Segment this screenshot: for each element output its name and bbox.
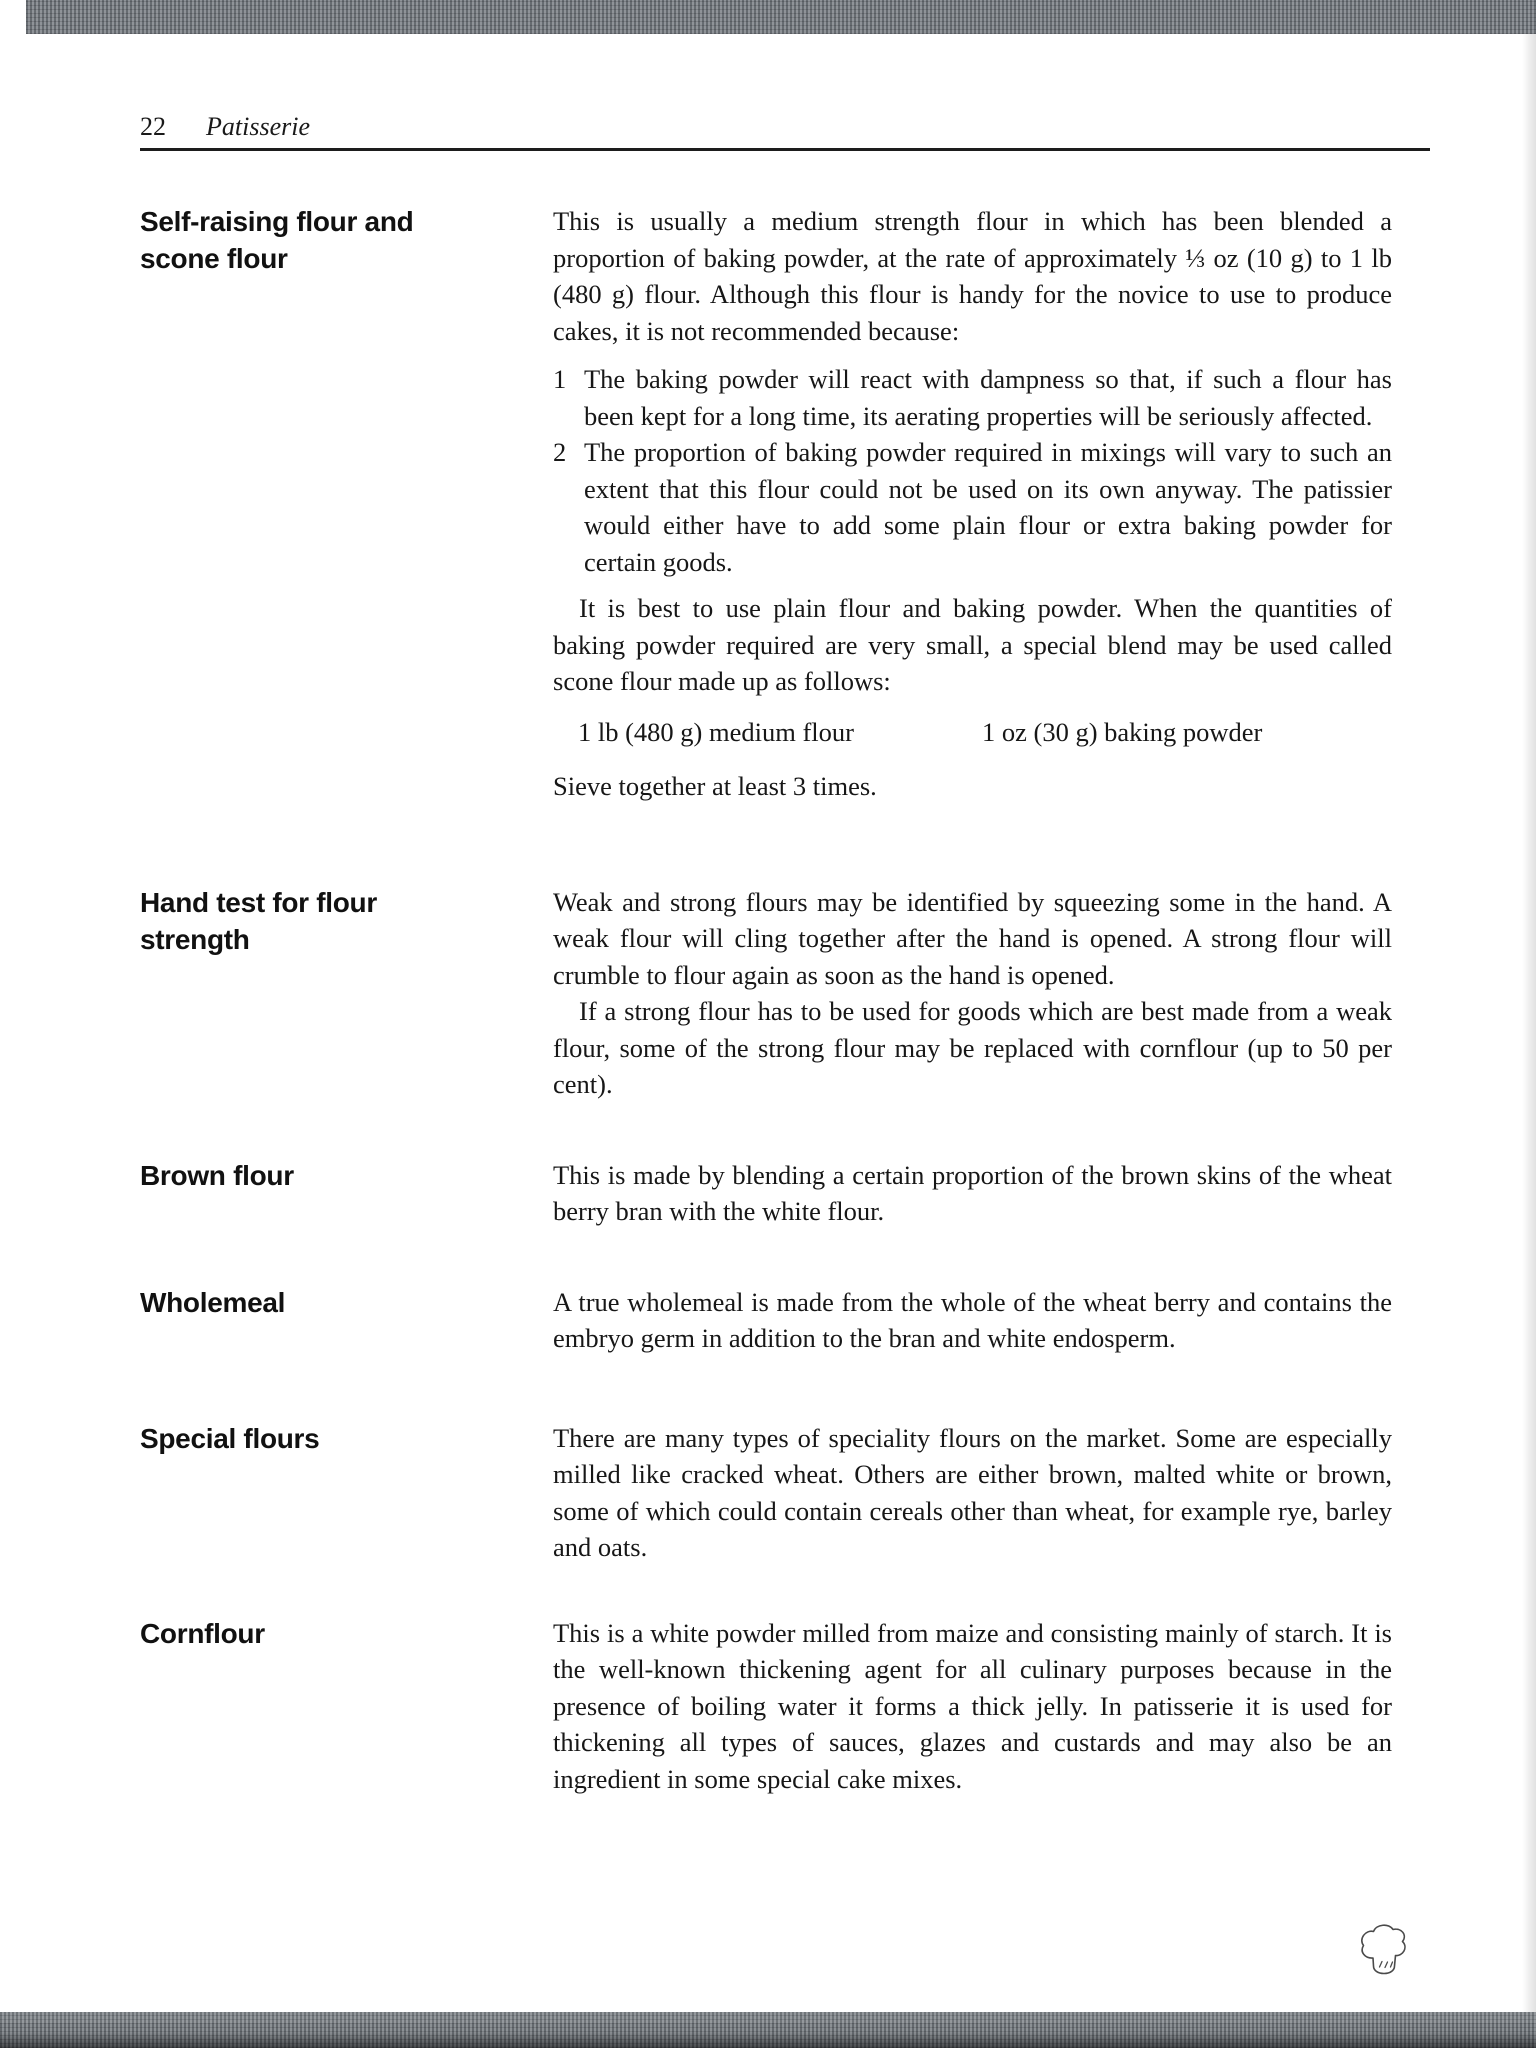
section-heading: Hand test for flour strength <box>140 886 377 955</box>
section-body <box>553 1284 1392 1357</box>
list-item-number: 2 <box>553 437 567 467</box>
scan-edge-band-top <box>26 0 1536 34</box>
scan-edge-band-bottom <box>0 2012 1536 2048</box>
section-heading: Self-raising flour and scone flour <box>140 206 414 274</box>
body-paragraph: There are many types of speciality flours on the market. Some are especially milled like cracked wheat. Others are either brown, malted white or brown, some of which could contain cereals other than wheat, for example rye, barley and oats. <box>553 1422 1392 1562</box>
running-head <box>140 34 1430 142</box>
list-item-text: The baking powder will react with dampness so that, if such a flour has been kept for a long time, its aerating properties will be seriously affected. <box>584 364 1392 431</box>
section-wholemeal <box>140 1284 1430 1357</box>
list-item <box>553 361 1392 434</box>
section-body <box>553 203 1392 805</box>
body-paragraph: This is made by blending a certain proportion of the brown skins of the wheat berry bran with the white flour. <box>553 1159 1392 1226</box>
section-hand-test-for-flour-strength <box>140 884 1430 1103</box>
list-item-number: 1 <box>553 364 567 394</box>
body-paragraph: This is usually a medium strength flour in which has been blended a proportion of baking powder, at the rate of approximately ⅓ oz (10 g) to 1 lb (480 g) flour. Although this flour is handy for the novice to use to produce cakes, it is not recommended because: <box>553 206 1392 346</box>
section-heading: Special flours <box>140 1422 320 1454</box>
section-body <box>553 884 1392 1103</box>
header-rule <box>140 148 1430 151</box>
page-edge-shade <box>1522 34 1536 2012</box>
page-content <box>140 34 1430 1851</box>
body-paragraph: It is best to use plain flour and baking powder. When the quantities of baking powder required are very small, a special blend may be used called scone flour made up as follows: <box>553 593 1392 696</box>
body-paragraph: This is a white powder milled from maize and consisting mainly of starch. It is the well-known thickening agent for all culinary purposes because in the presence of boiling water it forms a thick jelly. In patisserie it is used for thickening all types of sauces, glazes and custards and may also be an ingredient in some special cake mixes. <box>553 1617 1392 1794</box>
section-heading: Brown flour <box>140 1159 294 1191</box>
section-body <box>553 1420 1392 1566</box>
page-number: 22 <box>140 112 166 141</box>
body-paragraph: If a strong flour has to be used for goods which are best made from a weak flour, some of the strong flour may be replaced with cornflour (up to 50 per cent). <box>553 996 1392 1099</box>
recipe-row <box>553 714 1392 751</box>
section-body <box>553 1157 1392 1230</box>
body-paragraph: Sieve together at least 3 times. <box>553 771 877 801</box>
section-heading: Wholemeal <box>140 1286 286 1318</box>
sections-container <box>140 203 1430 1797</box>
section-brown-flour <box>140 1157 1430 1230</box>
section-heading: Cornflour <box>140 1617 265 1649</box>
body-paragraph: A true wholemeal is made from the whole of the wheat berry and contains the embryo germ in addition to the bran and white endosperm. <box>553 1286 1392 1353</box>
section-body <box>553 1615 1392 1798</box>
list-item <box>553 434 1392 580</box>
chef-hat-doodle-icon <box>1356 1921 1410 1977</box>
body-paragraph: Weak and strong flours may be identified by squeezing some in the hand. A weak flour will cling together after the hand is opened. A strong flour will crumble to flour again as soon as the hand is opened. <box>553 886 1392 990</box>
running-title: Patisserie <box>206 112 310 141</box>
recipe-ingredient-left: 1 lb (480 g) medium flour <box>578 716 854 747</box>
list-item-text: The proportion of baking powder required in mixings will vary to such an extent that this flour could not be used on its own anyway. The patissier would either have to add some plain flour or extra baking powder for certain goods. <box>584 437 1392 577</box>
section-cornflour <box>140 1615 1430 1798</box>
numbered-list <box>553 361 1392 580</box>
section-self-raising-flour-and-scone-flour <box>140 203 1430 805</box>
recipe-ingredient-right: 1 oz (30 g) baking powder <box>982 716 1263 747</box>
section-special-flours <box>140 1420 1430 1566</box>
